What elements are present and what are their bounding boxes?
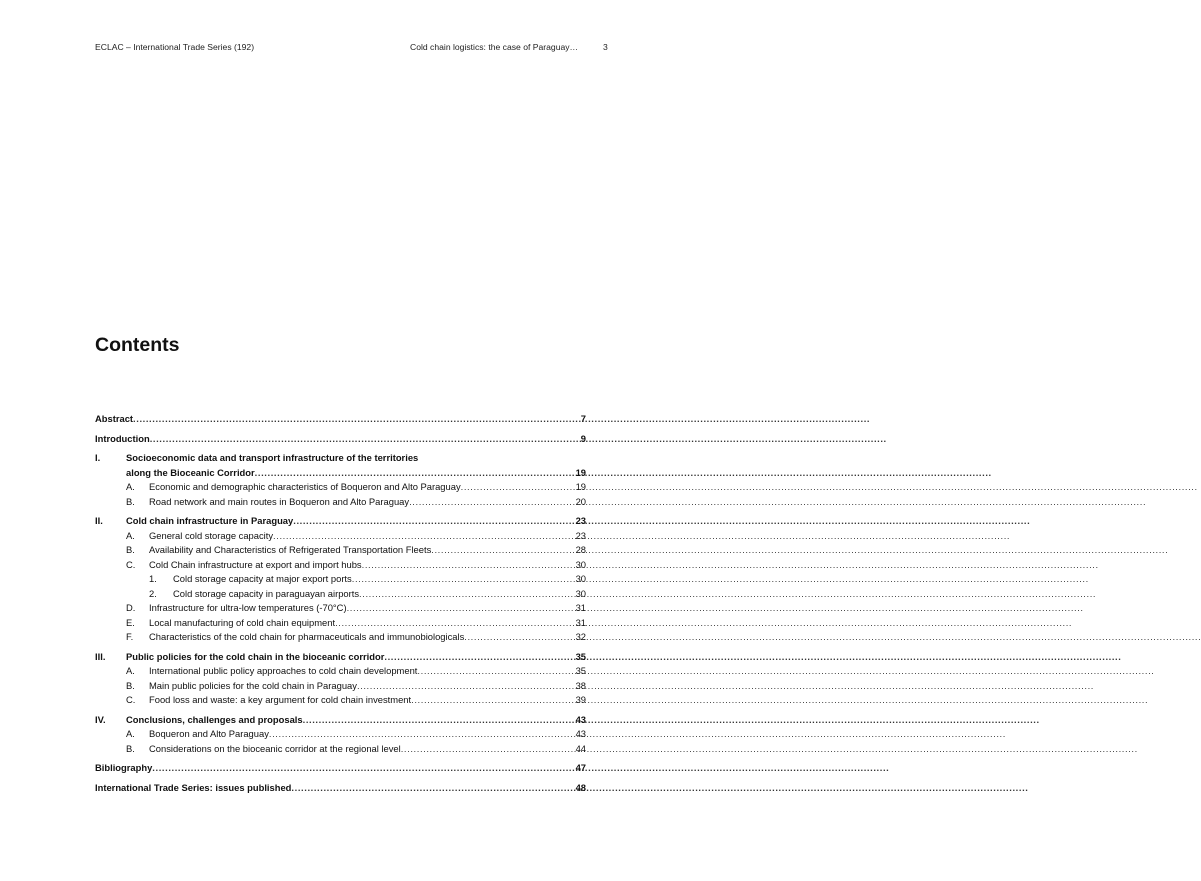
toc-label: Abstract xyxy=(95,413,134,424)
leader-dots xyxy=(417,664,575,679)
toc-entry-introduction[interactable] xyxy=(95,432,586,447)
toc-page: 23 xyxy=(575,529,586,541)
toc-subsection[interactable] xyxy=(95,587,586,602)
running-header-right: Cold chain logistics: the case of Paraguay… xyxy=(410,42,579,52)
toc-subsection[interactable] xyxy=(95,572,586,587)
toc-page: 9 xyxy=(580,432,586,444)
toc-page: 47 xyxy=(575,762,586,773)
subsection-number: 1. xyxy=(149,573,157,584)
toc-label: International Trade Series: issues published xyxy=(95,781,292,793)
toc-label: Characteristics of the cold chain for pharmaceuticals and immunobiologicals xyxy=(149,631,465,642)
toc-label: Cold chain infrastructure in Paraguay xyxy=(126,515,294,526)
toc-label: Conclusions, challenges and proposals xyxy=(126,713,303,725)
table-of-contents xyxy=(95,412,586,795)
leader-dots xyxy=(303,713,576,728)
chapter-number: IV. xyxy=(95,713,106,725)
toc-label: Considerations on the bioceanic corridor at the regional level xyxy=(149,742,401,754)
section-letter: A. xyxy=(126,481,135,492)
leader-dots xyxy=(464,630,575,645)
section-letter: C. xyxy=(126,694,136,705)
toc-page: 44 xyxy=(575,742,586,754)
leader-dots xyxy=(273,529,576,544)
toc-section[interactable] xyxy=(95,693,586,708)
toc-page: 48 xyxy=(575,781,586,793)
toc-label: Public policies for the cold chain in the bioceanic corridor xyxy=(126,650,385,662)
running-header-left: ECLAC – International Trade Series (192) xyxy=(95,42,255,52)
toc-page: 30 xyxy=(575,573,586,584)
page-number: 3 xyxy=(603,42,608,52)
toc-label: along the Bioceanic Corridor xyxy=(126,466,255,478)
toc-page: 38 xyxy=(575,679,586,691)
toc-page: 30 xyxy=(575,587,586,599)
toc-page: 35 xyxy=(575,650,586,662)
leader-dots xyxy=(347,601,576,616)
section-letter: F. xyxy=(126,631,134,642)
section-letter: C. xyxy=(126,558,136,570)
chapter-number: III. xyxy=(95,650,106,662)
toc-entry-bibliography[interactable] xyxy=(95,761,586,776)
toc-label: Availability and Characteristics of Refrigerated Transportation Fleets xyxy=(149,544,432,555)
toc-page: 31 xyxy=(575,602,586,613)
toc-section[interactable] xyxy=(95,558,586,573)
leader-dots xyxy=(150,432,581,447)
toc-section[interactable] xyxy=(95,601,586,616)
section-letter: B. xyxy=(126,544,135,555)
toc-label: Main public policies for the cold chain in Paraguay xyxy=(149,679,357,691)
leader-dots xyxy=(291,781,575,796)
section-letter: B. xyxy=(126,742,135,754)
toc-chapter-4[interactable] xyxy=(95,713,586,728)
leader-dots xyxy=(335,616,576,631)
toc-section[interactable] xyxy=(95,495,586,510)
toc-section[interactable] xyxy=(95,742,586,757)
section-letter: A. xyxy=(126,529,135,541)
toc-page: 31 xyxy=(575,616,586,628)
leader-dots xyxy=(411,693,575,708)
toc-label: General cold storage capacity xyxy=(149,529,274,541)
leader-dots xyxy=(352,572,576,587)
section-letter: B. xyxy=(126,495,135,507)
toc-chapter-1[interactable] xyxy=(95,466,586,481)
toc-label: Introduction xyxy=(95,432,150,444)
toc-page: 32 xyxy=(575,631,586,642)
toc-chapter-1-heading[interactable] xyxy=(95,451,586,466)
toc-label: Cold storage capacity in paraguayan airports xyxy=(173,587,360,599)
leader-dots xyxy=(359,587,576,602)
toc-label: Cold storage capacity at major export ports xyxy=(173,573,352,584)
toc-label: Infrastructure for ultra-low temperatures (-70°C) xyxy=(149,602,347,613)
toc-label: Socioeconomic data and transport infrastructure of the territories xyxy=(126,452,419,463)
toc-chapter-2[interactable] xyxy=(95,514,586,529)
leader-dots xyxy=(461,480,576,495)
toc-page: 7 xyxy=(580,413,586,424)
leader-dots xyxy=(431,543,575,558)
toc-section[interactable] xyxy=(95,727,586,742)
page-title: Contents xyxy=(95,334,180,356)
leader-dots xyxy=(384,650,575,665)
toc-page: 30 xyxy=(575,558,586,570)
toc-label: International public policy approaches to cold chain development xyxy=(149,665,418,676)
toc-label: Economic and demographic characteristics of Boqueron and Alto Paraguay xyxy=(149,481,461,492)
toc-page: 43 xyxy=(575,728,586,739)
toc-page: 19 xyxy=(575,481,586,492)
toc-page: 20 xyxy=(575,495,586,507)
toc-page: 23 xyxy=(575,515,586,526)
toc-section[interactable] xyxy=(95,616,586,631)
leader-dots xyxy=(269,727,576,742)
toc-section[interactable] xyxy=(95,543,586,558)
leader-dots xyxy=(293,514,575,529)
toc-chapter-3[interactable] xyxy=(95,650,586,665)
toc-label: Cold Chain infrastructure at export and import hubs xyxy=(149,558,362,570)
subsection-number: 2. xyxy=(149,587,157,599)
section-letter: B. xyxy=(126,679,135,691)
leader-dots xyxy=(255,466,576,481)
toc-page: 43 xyxy=(575,713,586,725)
toc-label: Boqueron and Alto Paraguay xyxy=(149,728,269,739)
leader-dots xyxy=(357,679,576,694)
chapter-number: II. xyxy=(95,515,103,526)
leader-dots xyxy=(401,742,576,757)
leader-dots xyxy=(133,412,581,427)
section-letter: D. xyxy=(126,602,136,613)
section-letter: E. xyxy=(126,616,135,628)
leader-dots xyxy=(362,558,576,573)
section-letter: A. xyxy=(126,728,135,739)
toc-section[interactable] xyxy=(95,630,586,645)
toc-label: Road network and main routes in Boqueron and Alto Paraguay xyxy=(149,495,410,507)
leader-dots xyxy=(409,495,575,510)
toc-page: 19 xyxy=(575,466,586,478)
toc-page: 28 xyxy=(575,544,586,555)
toc-section[interactable] xyxy=(95,480,586,495)
toc-section[interactable] xyxy=(95,529,586,544)
toc-label: Bibliography xyxy=(95,762,153,773)
toc-section[interactable] xyxy=(95,664,586,679)
toc-label: Food loss and waste: a key argument for cold chain investment xyxy=(149,694,412,705)
toc-section[interactable] xyxy=(95,679,586,694)
toc-entry-issues-published[interactable] xyxy=(95,781,586,796)
toc-page: 39 xyxy=(575,694,586,705)
toc-entry-abstract[interactable] xyxy=(95,412,586,427)
toc-label: Local manufacturing of cold chain equipment xyxy=(149,616,336,628)
toc-page: 35 xyxy=(575,665,586,676)
section-letter: A. xyxy=(126,665,135,676)
chapter-number: I. xyxy=(95,452,101,463)
leader-dots xyxy=(152,761,575,776)
